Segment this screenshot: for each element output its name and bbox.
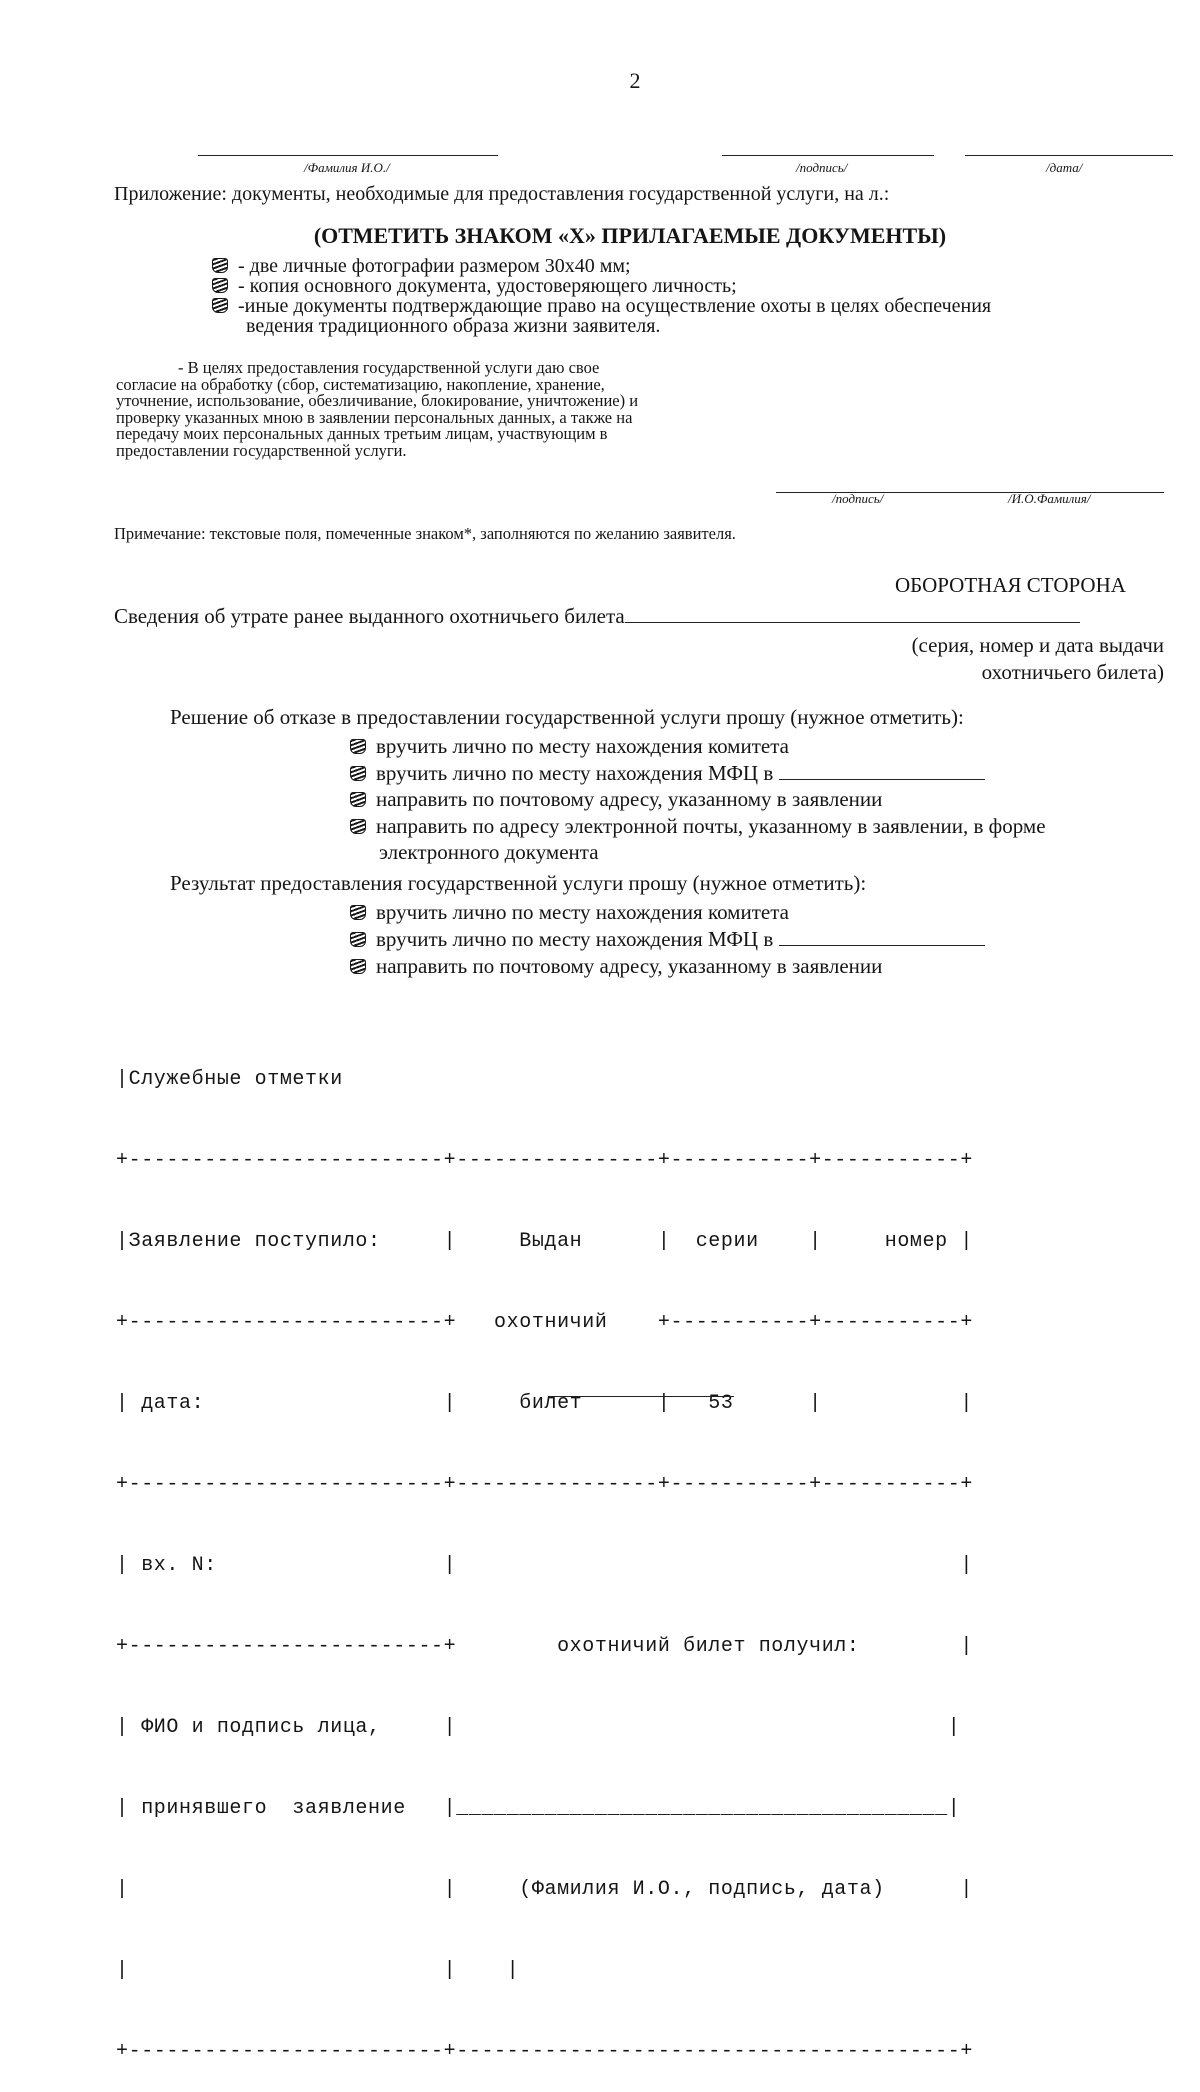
document-item-other: -иные документы подтверждающие право на осуществление охоты в целях обеспечения bbox=[212, 296, 991, 316]
date-caption: /дата/ bbox=[1046, 160, 1083, 175]
checkbox-icon[interactable] bbox=[350, 819, 366, 834]
note: Примечание: текстовые поля, помеченные знаком*, заполняются по желанию заявителя. bbox=[114, 524, 736, 543]
sign-signature-line bbox=[722, 155, 934, 156]
result-option-committee: вручить лично по месту нахождения комитета bbox=[350, 899, 985, 926]
result-heading: Результат предоставления государственной услуги прошу (нужное отметить): bbox=[170, 871, 867, 895]
document-item-passport: - копия основного документа, удостоверяющего личность; bbox=[212, 276, 991, 296]
checkbox-icon[interactable] bbox=[350, 739, 366, 754]
fio-signature-line bbox=[198, 155, 498, 156]
table-row: +-------------------------+----------------+-----------+-----------+ bbox=[116, 1473, 973, 1496]
checkbox-icon[interactable] bbox=[212, 278, 228, 293]
loss-info-caption: (серия, номер и дата выдачи охотничьего билета) bbox=[911, 633, 1164, 684]
result-options bbox=[350, 899, 985, 980]
checkbox-icon[interactable] bbox=[350, 792, 366, 807]
refusal-option-committee: вручить лично по месту нахождения комитета bbox=[350, 733, 1046, 760]
loss-info-field[interactable] bbox=[625, 604, 1080, 623]
checkbox-icon[interactable] bbox=[212, 298, 228, 313]
table-row: | дата: | билет | 53 | | bbox=[116, 1392, 973, 1415]
refusal-options bbox=[350, 733, 1046, 866]
consent-paragraph: - В целях предоставления государственной услуги даю свое согласие на обработку (сбор, систематизацию, накопление, хранение, уточнение, использование, обезличивание, блокирование, уничтожение) и проверку указанных мною в заявлении персональных данных, а также на передачу моих персональных данных третьим лицам, участвующим в предоставлении государственной услуги. bbox=[116, 358, 639, 460]
reverse-side-heading: ОБОРОТНАЯ СТОРОНА bbox=[895, 573, 1126, 597]
refusal-option-post: направить по почтовому адресу, указанному в заявлении bbox=[350, 786, 1046, 813]
consent-name-caption: /И.О.Фамилия/ bbox=[1008, 491, 1091, 506]
table-row: +-------------------------+ охотничий +-----------+-----------+ bbox=[116, 1311, 973, 1334]
document-item-photos: - две личные фотографии размером 30х40 мм; bbox=[212, 256, 991, 276]
consent-sign-caption: /подпись/ bbox=[832, 491, 884, 506]
table-row: | | | bbox=[116, 1959, 520, 1982]
fio-caption: /Фамилия И.О./ bbox=[304, 160, 390, 175]
result-option-post: направить по почтовому адресу, указанному в заявлении bbox=[350, 953, 985, 980]
closing-separator bbox=[548, 1396, 734, 1397]
refusal-option-email-cont: электронного документа bbox=[379, 840, 599, 865]
checkbox-icon[interactable] bbox=[350, 766, 366, 781]
table-row: +-------------------------+----------------+-----------+-----------+ bbox=[116, 1149, 973, 1172]
table-row: |Служебные отметки bbox=[116, 1068, 343, 1091]
sign-caption: /подпись/ bbox=[796, 160, 848, 175]
result-mfc-field[interactable] bbox=[779, 927, 985, 946]
refusal-mfc-field[interactable] bbox=[779, 761, 985, 780]
checkbox-icon[interactable] bbox=[350, 905, 366, 920]
table-row: +-------------------------+ охотничий билет получил: | bbox=[116, 1635, 973, 1658]
page-number: 2 bbox=[629, 68, 641, 93]
mark-title: (ОТМЕТИТЬ ЗНАКОМ «Х» ПРИЛАГАЕМЫЕ ДОКУМЕНТЫ) bbox=[313, 223, 947, 248]
table-row: | принявшего заявление |_______________________________________| bbox=[116, 1797, 961, 1820]
refusal-option-email: направить по адресу электронной почты, указанному в заявлении, в форме bbox=[350, 813, 1046, 840]
service-marks-table bbox=[116, 1012, 973, 2092]
attachment-line: Приложение: документы, необходимые для предоставления государственной услуги, на л.: bbox=[114, 183, 890, 205]
checkbox-icon[interactable] bbox=[350, 932, 366, 947]
table-row: | вх. N: | | bbox=[116, 1554, 973, 1577]
documents-list bbox=[212, 256, 991, 336]
refusal-option-mfc: вручить лично по месту нахождения МФЦ в bbox=[350, 760, 1046, 787]
document-item-other-cont: ведения традиционного образа жизни заявителя. bbox=[246, 315, 661, 337]
table-row: | | (Фамилия И.О., подпись, дата) | bbox=[116, 1878, 973, 1901]
table-row: +-------------------------+----------------------------------------+ bbox=[116, 2040, 973, 2063]
table-row: |Заявление поступило: | Выдан | серии | номер | bbox=[116, 1230, 973, 1253]
result-option-mfc: вручить лично по месту нахождения МФЦ в bbox=[350, 926, 985, 953]
table-row: | ФИО и подпись лица, | | bbox=[116, 1716, 961, 1739]
loss-info-label: Сведения об утрате ранее выданного охотничьего билета bbox=[114, 604, 1080, 629]
checkbox-icon[interactable] bbox=[350, 959, 366, 974]
refusal-heading: Решение об отказе в предоставлении государственной услуги прошу (нужное отметить): bbox=[170, 705, 964, 729]
checkbox-icon[interactable] bbox=[212, 258, 228, 273]
date-signature-line bbox=[965, 155, 1173, 156]
